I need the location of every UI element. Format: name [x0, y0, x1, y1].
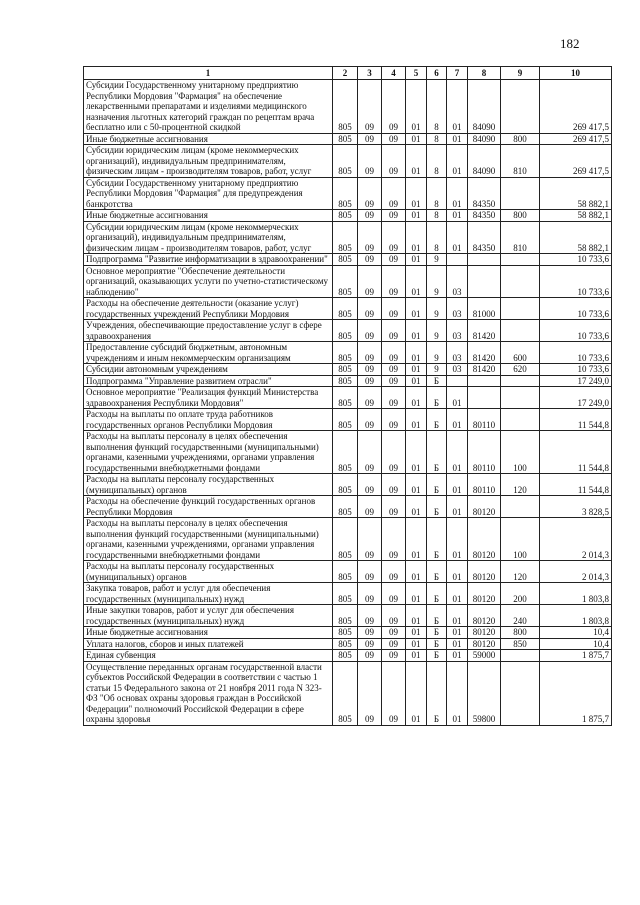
row-name-cell: Расходы на выплаты персоналу государственных (муниципальных) органов — [84, 474, 333, 496]
expense-type-cell: 850 — [501, 638, 540, 650]
program-code-cell: 01 — [406, 177, 427, 210]
subsection-code-cell: 09 — [382, 375, 406, 387]
direction-code-cell: 80110 — [468, 431, 501, 474]
expense-type-cell — [501, 80, 540, 134]
event-code-cell: 03 — [447, 320, 468, 342]
ministry-code-cell: 805 — [333, 265, 358, 298]
program-code-cell: 01 — [406, 496, 427, 518]
ministry-code-cell: 805 — [333, 80, 358, 134]
amount-cell: 11 544,8 — [540, 431, 612, 474]
header-row — [84, 67, 612, 80]
row-name-cell: Подпрограмма "Управление развитием отрасли" — [84, 375, 333, 387]
ministry-code-cell: 805 — [333, 661, 358, 725]
expense-type-cell: 800 — [501, 133, 540, 145]
section-code-cell: 09 — [358, 364, 382, 376]
row-name-cell: Единая субвенция — [84, 650, 333, 662]
amount-cell: 1 875,7 — [540, 661, 612, 725]
expense-type-cell — [501, 320, 540, 342]
direction-code-cell: 80120 — [468, 496, 501, 518]
table-row — [84, 177, 612, 210]
amount-cell: 58 882,1 — [540, 177, 612, 210]
direction-code-cell: 84090 — [468, 145, 501, 178]
direction-code-cell: 80120 — [468, 638, 501, 650]
subsection-code-cell: 09 — [382, 627, 406, 639]
ministry-code-cell: 805 — [333, 221, 358, 254]
subsection-code-cell: 09 — [382, 320, 406, 342]
subsection-code-cell: 09 — [382, 387, 406, 409]
subsection-code-cell: 09 — [382, 474, 406, 496]
amount-cell: 17 249,0 — [540, 375, 612, 387]
program-code-cell: 01 — [406, 387, 427, 409]
program-code-cell: 01 — [406, 210, 427, 222]
subprogram-code-cell: 9 — [427, 342, 447, 364]
table-row — [84, 474, 612, 496]
direction-code-cell: 80120 — [468, 627, 501, 639]
program-code-cell: 01 — [406, 661, 427, 725]
amount-cell: 269 417,5 — [540, 145, 612, 178]
amount-cell: 10,4 — [540, 638, 612, 650]
table-row — [84, 342, 612, 364]
program-code-cell: 01 — [406, 221, 427, 254]
table-row — [84, 496, 612, 518]
row-name-cell: Субсидии Государственному унитарному предприятию Республики Мордовия "Фармация" для предупреждения банкротства — [84, 177, 333, 210]
row-name-cell: Основное мероприятие "Реализация функций Министерства здравоохранения Республики Мордовия" — [84, 387, 333, 409]
event-code-cell: 01 — [447, 661, 468, 725]
subsection-code-cell: 09 — [382, 177, 406, 210]
expense-type-cell: 100 — [501, 431, 540, 474]
subsection-code-cell: 09 — [382, 342, 406, 364]
amount-cell: 17 249,0 — [540, 387, 612, 409]
subprogram-code-cell: 9 — [427, 298, 447, 320]
subprogram-code-cell: Б — [427, 496, 447, 518]
program-code-cell: 01 — [406, 474, 427, 496]
row-name-cell: Иные бюджетные ассигнования — [84, 133, 333, 145]
expense-type-cell — [501, 409, 540, 431]
table-row — [84, 605, 612, 627]
subprogram-code-cell: 9 — [427, 320, 447, 342]
subsection-code-cell: 09 — [382, 145, 406, 178]
program-code-cell: 01 — [406, 561, 427, 583]
section-code-cell: 09 — [358, 409, 382, 431]
subsection-code-cell: 09 — [382, 661, 406, 725]
event-code-cell: 01 — [447, 650, 468, 662]
expense-type-cell — [501, 661, 540, 725]
program-code-cell: 01 — [406, 518, 427, 561]
event-code-cell: 01 — [447, 638, 468, 650]
subprogram-code-cell: Б — [427, 661, 447, 725]
column-header: 2 — [333, 67, 358, 80]
direction-code-cell: 84090 — [468, 133, 501, 145]
subsection-code-cell: 09 — [382, 561, 406, 583]
row-name-cell: Иные закупки товаров, работ и услуг для обеспечения государственных (муниципальных) нужд — [84, 605, 333, 627]
row-name-cell: Субсидии юридическим лицам (кроме некоммерческих организаций), индивидуальным предпринимателям, физическим лицам - производителям товаров, работ, услуг — [84, 221, 333, 254]
event-code-cell: 03 — [447, 364, 468, 376]
ministry-code-cell: 805 — [333, 583, 358, 605]
table-row — [84, 409, 612, 431]
amount-cell: 58 882,1 — [540, 221, 612, 254]
subprogram-code-cell: Б — [427, 387, 447, 409]
program-code-cell: 01 — [406, 254, 427, 266]
event-code-cell: 01 — [447, 210, 468, 222]
ministry-code-cell: 805 — [333, 474, 358, 496]
event-code-cell: 01 — [447, 221, 468, 254]
table-row — [84, 145, 612, 178]
subprogram-code-cell: Б — [427, 583, 447, 605]
subsection-code-cell: 09 — [382, 431, 406, 474]
section-code-cell: 09 — [358, 496, 382, 518]
table-row — [84, 387, 612, 409]
row-name-cell: Расходы на выплаты персоналу в целях обеспечения выполнения функций государственными (муниципальными) органами, казенными учреждениями, органами управления государственными внебюджетными фондами — [84, 518, 333, 561]
ministry-code-cell: 805 — [333, 210, 358, 222]
section-code-cell: 09 — [358, 254, 382, 266]
program-code-cell: 01 — [406, 342, 427, 364]
row-name-cell: Расходы на обеспечение функций государственных органов Республики Мордовия — [84, 496, 333, 518]
program-code-cell: 01 — [406, 583, 427, 605]
program-code-cell: 01 — [406, 265, 427, 298]
direction-code-cell: 84350 — [468, 177, 501, 210]
subprogram-code-cell: 8 — [427, 221, 447, 254]
section-code-cell: 09 — [358, 177, 382, 210]
budget-table — [83, 66, 612, 726]
ministry-code-cell: 805 — [333, 145, 358, 178]
amount-cell: 10,4 — [540, 627, 612, 639]
column-header: 6 — [427, 67, 447, 80]
section-code-cell: 09 — [358, 583, 382, 605]
subsection-code-cell: 09 — [382, 265, 406, 298]
ministry-code-cell: 805 — [333, 298, 358, 320]
expense-type-cell: 810 — [501, 221, 540, 254]
row-name-cell: Осуществление переданных органам государственной власти субъектов Российской Федерации в соответствии с частью 1 статьи 15 Федерального закона от 21 ноября 2011 года N 323-ФЗ "Об основах охраны здоровья граждан в Российской Федерации" полномочий Российской Федерации в сфере охраны здоровья — [84, 661, 333, 725]
table-row — [84, 221, 612, 254]
ministry-code-cell: 805 — [333, 133, 358, 145]
section-code-cell: 09 — [358, 221, 382, 254]
amount-cell: 11 544,8 — [540, 409, 612, 431]
amount-cell: 1 875,7 — [540, 650, 612, 662]
amount-cell: 58 882,1 — [540, 210, 612, 222]
direction-code-cell — [468, 375, 501, 387]
table-row — [84, 133, 612, 145]
row-name-cell: Уплата налогов, сборов и иных платежей — [84, 638, 333, 650]
event-code-cell: 01 — [447, 496, 468, 518]
expense-type-cell — [501, 375, 540, 387]
row-name-cell: Расходы на выплаты персоналу государственных (муниципальных) органов — [84, 561, 333, 583]
program-code-cell: 01 — [406, 320, 427, 342]
section-code-cell: 09 — [358, 145, 382, 178]
subsection-code-cell: 09 — [382, 210, 406, 222]
event-code-cell: 01 — [447, 431, 468, 474]
ministry-code-cell: 805 — [333, 561, 358, 583]
program-code-cell: 01 — [406, 605, 427, 627]
subprogram-code-cell: 8 — [427, 145, 447, 178]
section-code-cell: 09 — [358, 265, 382, 298]
expense-type-cell: 200 — [501, 583, 540, 605]
direction-code-cell: 84090 — [468, 80, 501, 134]
program-code-cell: 01 — [406, 638, 427, 650]
row-name-cell: Учреждения, обеспечивающие предоставление услуг в сфере здравоохранения — [84, 320, 333, 342]
direction-code-cell: 81420 — [468, 320, 501, 342]
subprogram-code-cell: Б — [427, 409, 447, 431]
event-code-cell: 03 — [447, 265, 468, 298]
section-code-cell: 09 — [358, 650, 382, 662]
amount-cell: 10 733,6 — [540, 254, 612, 266]
section-code-cell: 09 — [358, 320, 382, 342]
ministry-code-cell: 805 — [333, 320, 358, 342]
subprogram-code-cell: Б — [427, 638, 447, 650]
expense-type-cell: 620 — [501, 364, 540, 376]
subsection-code-cell: 09 — [382, 409, 406, 431]
table-row — [84, 431, 612, 474]
column-header: 5 — [406, 67, 427, 80]
column-header: 10 — [540, 67, 612, 80]
section-code-cell: 09 — [358, 298, 382, 320]
event-code-cell: 01 — [447, 561, 468, 583]
section-code-cell: 09 — [358, 431, 382, 474]
table-row — [84, 80, 612, 134]
program-code-cell: 01 — [406, 431, 427, 474]
table-row — [84, 518, 612, 561]
section-code-cell: 09 — [358, 638, 382, 650]
column-header: 4 — [382, 67, 406, 80]
program-code-cell: 01 — [406, 80, 427, 134]
table-row — [84, 254, 612, 266]
column-header: 7 — [447, 67, 468, 80]
subsection-code-cell: 09 — [382, 605, 406, 627]
row-name-cell: Субсидии автономным учреждениям — [84, 364, 333, 376]
event-code-cell: 01 — [447, 409, 468, 431]
ministry-code-cell: 805 — [333, 627, 358, 639]
event-code-cell: 01 — [447, 387, 468, 409]
subsection-code-cell: 09 — [382, 650, 406, 662]
section-code-cell: 09 — [358, 80, 382, 134]
table-row — [84, 375, 612, 387]
ministry-code-cell: 805 — [333, 650, 358, 662]
section-code-cell: 09 — [358, 561, 382, 583]
event-code-cell — [447, 254, 468, 266]
subsection-code-cell: 09 — [382, 254, 406, 266]
row-name-cell: Расходы на обеспечение деятельности (оказание услуг) государственных учреждений Республики Мордовия — [84, 298, 333, 320]
direction-code-cell: 80110 — [468, 409, 501, 431]
section-code-cell: 09 — [358, 627, 382, 639]
amount-cell: 269 417,5 — [540, 133, 612, 145]
row-name-cell: Субсидии Государственному унитарному предприятию Республики Мордовия "Фармация" на обеспечение лекарственными препаратами и изделиями медицинского назначения льготных категорий граждан по рецептам врача бесплатно или с 50-процентной скидкой — [84, 80, 333, 134]
row-name-cell: Расходы на выплаты персоналу в целях обеспечения выполнения функций государственными (муниципальными) органами, казенными учреждениями, органами управления государственными внебюджетными фондами — [84, 431, 333, 474]
row-name-cell: Основное мероприятие "Обеспечение деятельности организаций, оказывающих услуги по учетно-статистическому наблюдению" — [84, 265, 333, 298]
amount-cell: 269 417,5 — [540, 80, 612, 134]
amount-cell: 10 733,6 — [540, 298, 612, 320]
subsection-code-cell: 09 — [382, 518, 406, 561]
direction-code-cell: 59800 — [468, 661, 501, 725]
section-code-cell: 09 — [358, 133, 382, 145]
ministry-code-cell: 805 — [333, 431, 358, 474]
ministry-code-cell: 805 — [333, 254, 358, 266]
column-header: 3 — [358, 67, 382, 80]
table-row — [84, 265, 612, 298]
amount-cell: 10 733,6 — [540, 265, 612, 298]
expense-type-cell — [501, 177, 540, 210]
amount-cell: 2 014,3 — [540, 518, 612, 561]
column-header: 8 — [468, 67, 501, 80]
subsection-code-cell: 09 — [382, 583, 406, 605]
section-code-cell: 09 — [358, 342, 382, 364]
section-code-cell: 09 — [358, 375, 382, 387]
event-code-cell: 01 — [447, 474, 468, 496]
direction-code-cell: 80110 — [468, 474, 501, 496]
expense-type-cell — [501, 298, 540, 320]
event-code-cell: 01 — [447, 605, 468, 627]
direction-code-cell — [468, 387, 501, 409]
subprogram-code-cell: 9 — [427, 364, 447, 376]
subprogram-code-cell: Б — [427, 375, 447, 387]
subsection-code-cell: 09 — [382, 364, 406, 376]
table-row — [84, 650, 612, 662]
subprogram-code-cell: Б — [427, 431, 447, 474]
direction-code-cell: 81420 — [468, 342, 501, 364]
expense-type-cell — [501, 254, 540, 266]
row-name-cell: Иные бюджетные ассигнования — [84, 627, 333, 639]
direction-code-cell: 80120 — [468, 518, 501, 561]
table-row — [84, 638, 612, 650]
table-row — [84, 583, 612, 605]
event-code-cell: 01 — [447, 177, 468, 210]
amount-cell: 2 014,3 — [540, 561, 612, 583]
program-code-cell: 01 — [406, 364, 427, 376]
expense-type-cell: 120 — [501, 474, 540, 496]
expense-type-cell: 100 — [501, 518, 540, 561]
table-row — [84, 364, 612, 376]
amount-cell: 3 828,5 — [540, 496, 612, 518]
table-row — [84, 210, 612, 222]
table-row — [84, 320, 612, 342]
ministry-code-cell: 805 — [333, 364, 358, 376]
ministry-code-cell: 805 — [333, 342, 358, 364]
page-number: 182 — [560, 36, 580, 51]
event-code-cell: 01 — [447, 133, 468, 145]
program-code-cell: 01 — [406, 145, 427, 178]
expense-type-cell — [501, 387, 540, 409]
program-code-cell: 01 — [406, 627, 427, 639]
ministry-code-cell: 805 — [333, 375, 358, 387]
section-code-cell: 09 — [358, 518, 382, 561]
direction-code-cell: 80120 — [468, 583, 501, 605]
ministry-code-cell: 805 — [333, 409, 358, 431]
event-code-cell: 01 — [447, 518, 468, 561]
subprogram-code-cell: 8 — [427, 177, 447, 210]
direction-code-cell: 59000 — [468, 650, 501, 662]
subprogram-code-cell: 8 — [427, 210, 447, 222]
direction-code-cell — [468, 254, 501, 266]
row-name-cell: Предоставление субсидий бюджетным, автономным учреждениям и иным некоммерческим организациям — [84, 342, 333, 364]
direction-code-cell: 84350 — [468, 210, 501, 222]
program-code-cell: 01 — [406, 375, 427, 387]
subprogram-code-cell: 8 — [427, 133, 447, 145]
expense-type-cell: 800 — [501, 210, 540, 222]
expense-type-cell: 810 — [501, 145, 540, 178]
subsection-code-cell: 09 — [382, 638, 406, 650]
event-code-cell: 01 — [447, 145, 468, 178]
subprogram-code-cell: 9 — [427, 254, 447, 266]
row-name-cell: Подпрограмма "Развитие информатизации в здравоохранении" — [84, 254, 333, 266]
subsection-code-cell: 09 — [382, 298, 406, 320]
program-code-cell: 01 — [406, 133, 427, 145]
direction-code-cell: 81420 — [468, 364, 501, 376]
section-code-cell: 09 — [358, 474, 382, 496]
direction-code-cell: 80120 — [468, 605, 501, 627]
subsection-code-cell: 09 — [382, 80, 406, 134]
subprogram-code-cell: Б — [427, 518, 447, 561]
subprogram-code-cell: Б — [427, 627, 447, 639]
program-code-cell: 01 — [406, 650, 427, 662]
event-code-cell: 01 — [447, 627, 468, 639]
program-code-cell: 01 — [406, 409, 427, 431]
column-header: 1 — [84, 67, 333, 80]
direction-code-cell — [468, 265, 501, 298]
table-row — [84, 627, 612, 639]
program-code-cell: 01 — [406, 298, 427, 320]
subprogram-code-cell: Б — [427, 605, 447, 627]
event-code-cell — [447, 375, 468, 387]
subprogram-code-cell: Б — [427, 474, 447, 496]
subsection-code-cell: 09 — [382, 496, 406, 518]
table-row — [84, 561, 612, 583]
event-code-cell: 01 — [447, 80, 468, 134]
ministry-code-cell: 805 — [333, 177, 358, 210]
subprogram-code-cell: Б — [427, 561, 447, 583]
expense-type-cell: 800 — [501, 627, 540, 639]
direction-code-cell: 81000 — [468, 298, 501, 320]
ministry-code-cell: 805 — [333, 496, 358, 518]
table-row — [84, 298, 612, 320]
section-code-cell: 09 — [358, 210, 382, 222]
row-name-cell: Иные бюджетные ассигнования — [84, 210, 333, 222]
ministry-code-cell: 805 — [333, 605, 358, 627]
subprogram-code-cell: Б — [427, 650, 447, 662]
direction-code-cell: 84350 — [468, 221, 501, 254]
expense-type-cell — [501, 265, 540, 298]
expense-type-cell — [501, 496, 540, 518]
direction-code-cell: 80120 — [468, 561, 501, 583]
expense-type-cell: 600 — [501, 342, 540, 364]
section-code-cell: 09 — [358, 661, 382, 725]
row-name-cell: Субсидии юридическим лицам (кроме некоммерческих организаций), индивидуальным предпринимателям, физическим лицам - производителям товаров, работ, услуг — [84, 145, 333, 178]
amount-cell: 11 544,8 — [540, 474, 612, 496]
amount-cell: 10 733,6 — [540, 342, 612, 364]
expense-type-cell — [501, 650, 540, 662]
ministry-code-cell: 805 — [333, 387, 358, 409]
row-name-cell: Закупка товаров, работ и услуг для обеспечения государственных (муниципальных) нужд — [84, 583, 333, 605]
subprogram-code-cell: 9 — [427, 265, 447, 298]
amount-cell: 10 733,6 — [540, 320, 612, 342]
expense-type-cell: 120 — [501, 561, 540, 583]
column-header: 9 — [501, 67, 540, 80]
section-code-cell: 09 — [358, 605, 382, 627]
amount-cell: 10 733,6 — [540, 364, 612, 376]
subsection-code-cell: 09 — [382, 221, 406, 254]
ministry-code-cell: 805 — [333, 518, 358, 561]
event-code-cell: 03 — [447, 342, 468, 364]
ministry-code-cell: 805 — [333, 638, 358, 650]
subsection-code-cell: 09 — [382, 133, 406, 145]
event-code-cell: 01 — [447, 583, 468, 605]
expense-type-cell: 240 — [501, 605, 540, 627]
amount-cell: 1 803,8 — [540, 583, 612, 605]
table-row — [84, 661, 612, 725]
subprogram-code-cell: 8 — [427, 80, 447, 134]
event-code-cell: 03 — [447, 298, 468, 320]
section-code-cell: 09 — [358, 387, 382, 409]
amount-cell: 1 803,8 — [540, 605, 612, 627]
row-name-cell: Расходы на выплаты по оплате труда работников государственных органов Республики Мордовия — [84, 409, 333, 431]
